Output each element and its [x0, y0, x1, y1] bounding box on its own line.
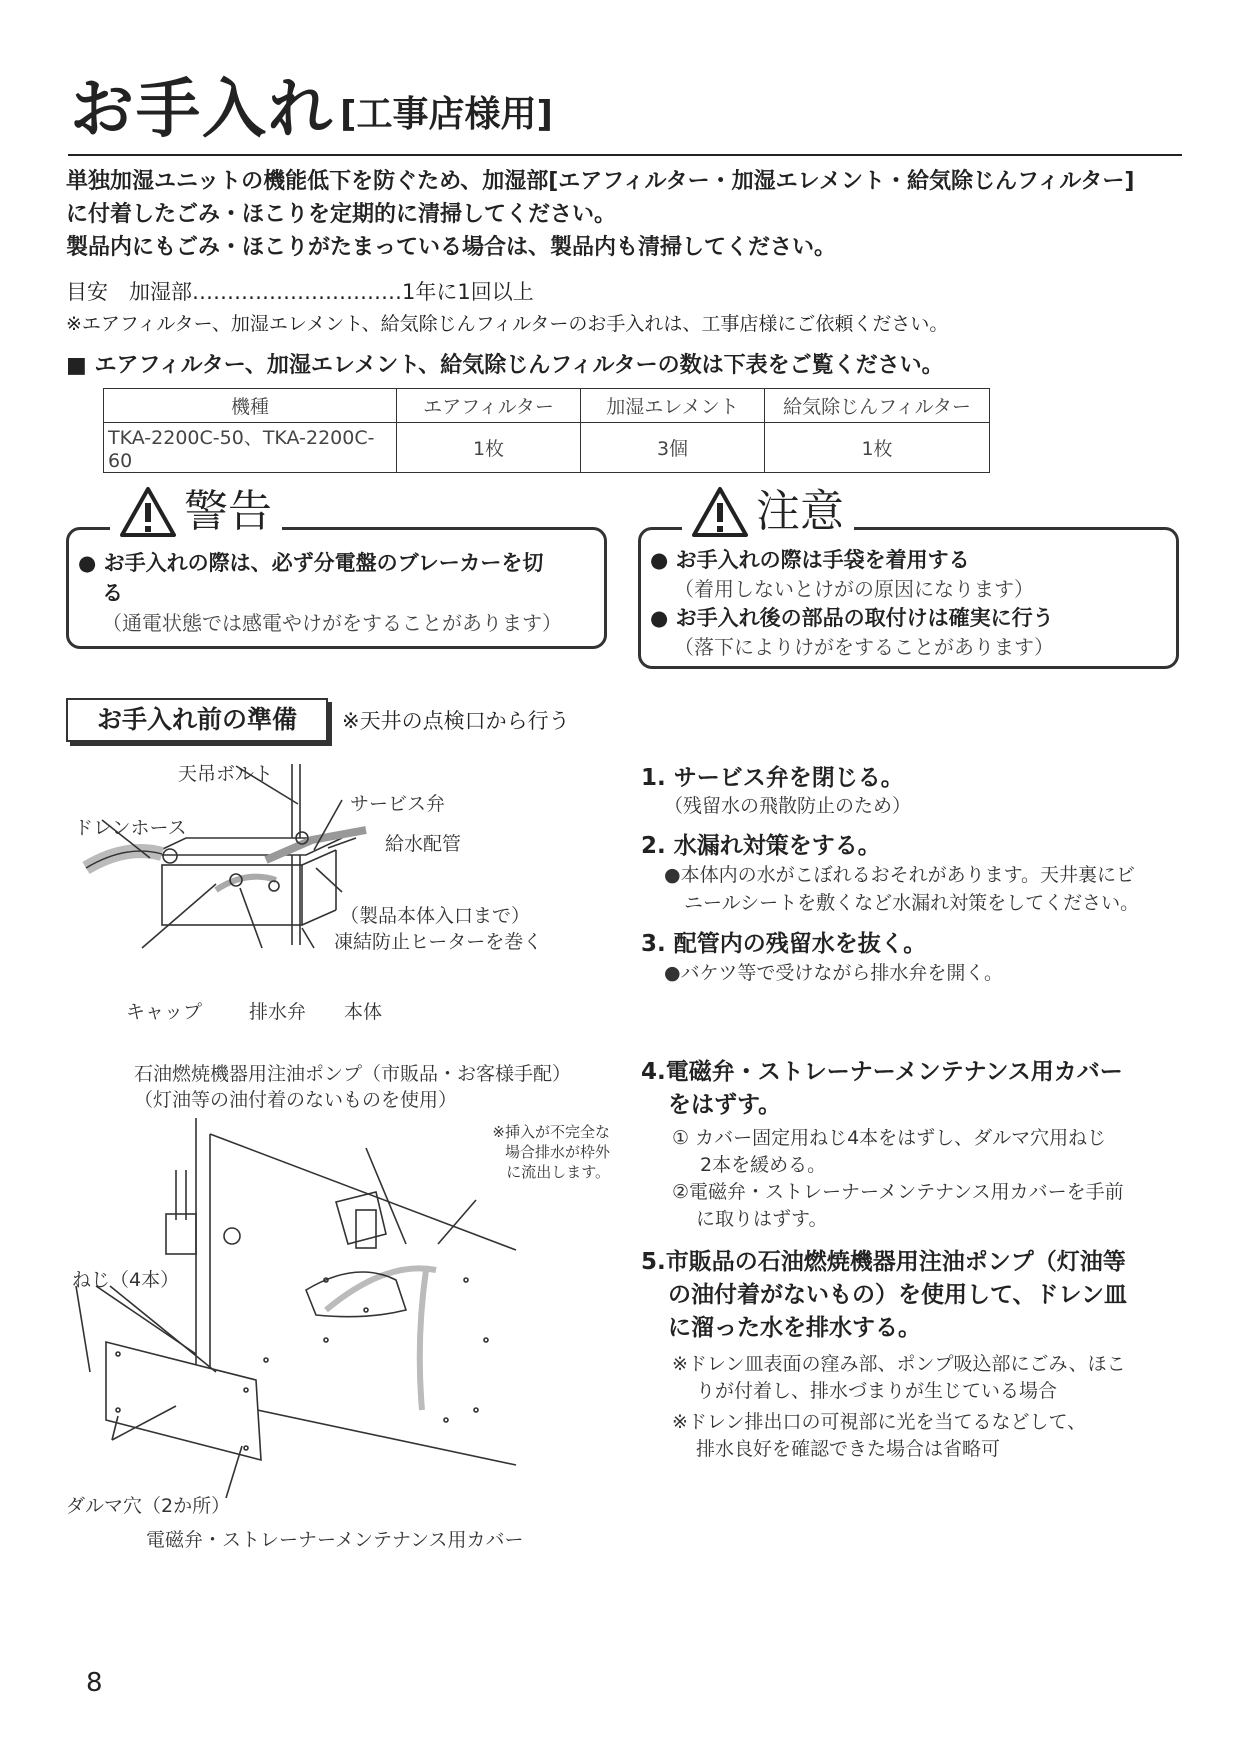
caution-title-text: 注意	[756, 486, 844, 537]
step-4-sub-b-1: ②電磁弁・ストレーナーメンテナンス用カバーを手前	[672, 1181, 1124, 1203]
step-3-note: ●バケツ等で受けながら排水弁を開く。	[664, 962, 1004, 984]
step-5-note-2b: 排水良好を確認できた場合は省略可	[696, 1438, 1001, 1460]
label-pump-2: （灯油等の油付着のないものを使用）	[134, 1089, 458, 1111]
caution-item-2-note: （落下によりけがをすることがあります）	[674, 635, 1054, 659]
label-cap: キャップ	[126, 1001, 203, 1023]
step-1-title: 1. サービス弁を閉じる。	[641, 765, 904, 791]
step-5-note-1b: りが付着し、排水づまりが生じている場合	[696, 1380, 1058, 1402]
caution-item-1: ● お手入れの際は手袋を着用する	[650, 548, 970, 572]
warning-triangle-icon	[120, 486, 176, 538]
label-body: 本体	[344, 1001, 383, 1023]
step-4-sub-a-1: ① カバー固定用ねじ4本をはずし、ダルマ穴用ねじ	[672, 1127, 1107, 1149]
step-5-title-2: の油付着がないもの）を使用して、ドレン皿	[668, 1282, 1127, 1308]
cell-dust-filter: 1枚	[765, 423, 990, 473]
caution-item-1-note: （着用しないとけがの原因になります）	[674, 577, 1034, 601]
label-daruma-holes: ダルマ穴（2か所）	[66, 1495, 231, 1517]
label-drain-hose: ドレンホース	[74, 817, 187, 839]
label-water-pipe: 給水配管	[385, 833, 462, 855]
step-3-title: 3. 配管内の残留水を抜く。	[641, 931, 927, 957]
page-number: 8	[86, 1668, 103, 1698]
figure-drain-setup	[66, 760, 626, 1000]
label-ceiling-bolt: 天吊ボルト	[178, 763, 274, 785]
header-dust-filter: 給気除じんフィルター	[765, 389, 990, 423]
warning-title	[110, 484, 282, 540]
label-pump-1: 石油燃焼機器用注油ポンプ（市販品・お客様手配）	[134, 1063, 572, 1085]
intro-line-3: 製品内にもごみ・ほこりがたまっている場合は、製品内も清掃してください。	[66, 235, 837, 260]
warning-item-1-note: （通電状態では感電やけがをすることがあります）	[102, 611, 562, 635]
intro-text	[66, 165, 1186, 264]
step-4-title-2: をはずす。	[668, 1092, 782, 1118]
label-screws: ねじ（4本）	[72, 1269, 180, 1291]
label-insert-note	[440, 1122, 610, 1182]
header-humidifier-element: 加湿エレメント	[581, 389, 765, 423]
warning-item-1: ● お手入れの際は、必ず分電盤のブレーカーを切	[78, 551, 544, 575]
step-5-note-2a: ※ドレン排出口の可視部に光を当てるなどして、	[672, 1411, 1087, 1433]
step-1-note: （残留水の飛散防止のため）	[664, 795, 912, 817]
label-insert-note-2: 場合排水が枠外	[504, 1143, 610, 1161]
intro-line-1: 単独加湿ユニットの機能低下を防ぐため、加湿部[エアフィルター・加湿エレメント・給気除じんフィルター]	[66, 169, 1135, 194]
caution-triangle-icon	[692, 486, 748, 538]
table-row	[104, 423, 990, 473]
cell-model: TKA-2200C-50、TKA-2200C-60	[104, 423, 397, 473]
header-air-filter: エアフィルター	[397, 389, 581, 423]
page-title: お手入れ	[70, 73, 334, 147]
cell-air-filter: 1枚	[397, 423, 581, 473]
prep-section-note: ※天井の点検口から行う	[342, 709, 570, 733]
table-header-row	[104, 389, 990, 423]
step-5-title-1: 5.市販品の石油燃焼機器用注油ポンプ（灯油等	[641, 1249, 1126, 1275]
guide-frequency: 目安 加湿部…………………………1年に1回以上	[66, 280, 534, 304]
title-divider	[68, 154, 1182, 156]
table-heading: ■ エアフィルター、加湿エレメント、給気除じんフィルターの数は下表をご覧ください。	[66, 353, 944, 378]
step-5-title-3: に溜った水を排水する。	[668, 1315, 921, 1341]
step-4-sub-a-2: 2本を緩める。	[700, 1154, 827, 1176]
label-insert-note-1: ※挿入が不完全な	[492, 1123, 610, 1141]
page-subtitle: [工事店様用]	[340, 94, 553, 135]
prep-section-label: お手入れ前の準備	[66, 698, 328, 742]
header-model: 機種	[104, 389, 397, 423]
guide-note: ※エアフィルター、加湿エレメント、給気除じんフィルターのお手入れは、工事店様にご依頼ください。	[66, 313, 949, 335]
intro-line-2: に付着したごみ・ほこりを定期的に清掃してください。	[66, 202, 617, 227]
label-heater-2: 凍結防止ヒーターを巻く	[334, 931, 543, 953]
cell-humidifier-element: 3個	[581, 423, 765, 473]
step-2-title: 2. 水漏れ対策をする。	[641, 833, 881, 859]
label-heater-1: （製品本体入口まで）	[340, 905, 531, 927]
step-5-note-1a: ※ドレン皿表面の窪み部、ポンプ吸込部にごみ、ほこ	[672, 1353, 1126, 1375]
caution-item-2: ● お手入れ後の部品の取付けは確実に行う	[650, 606, 1054, 630]
filter-count-table	[103, 388, 990, 473]
warning-title-text: 警告	[184, 486, 272, 537]
warning-item-1-cont: る	[102, 581, 123, 605]
label-service-valve: サービス弁	[350, 793, 446, 815]
step-4-title-1: 4.電磁弁・ストレーナーメンテナンス用カバー	[641, 1059, 1123, 1085]
step-2-note-2: ニールシートを敷くなど水漏れ対策をしてください。	[684, 892, 1140, 914]
label-insert-note-3: に流出します。	[506, 1163, 610, 1181]
step-2-note-1: ●本体内の水がこぼれるおそれがあります。天井裏にビ	[664, 864, 1136, 886]
label-maintenance-cover: 電磁弁・ストレーナーメンテナンス用カバー	[146, 1529, 524, 1551]
step-4-sub-b-2: に取りはずす。	[696, 1208, 828, 1230]
warning-body	[78, 548, 598, 638]
caution-title	[682, 484, 854, 540]
caution-body	[650, 546, 1170, 662]
label-drain-valve: 排水弁	[249, 1001, 307, 1023]
